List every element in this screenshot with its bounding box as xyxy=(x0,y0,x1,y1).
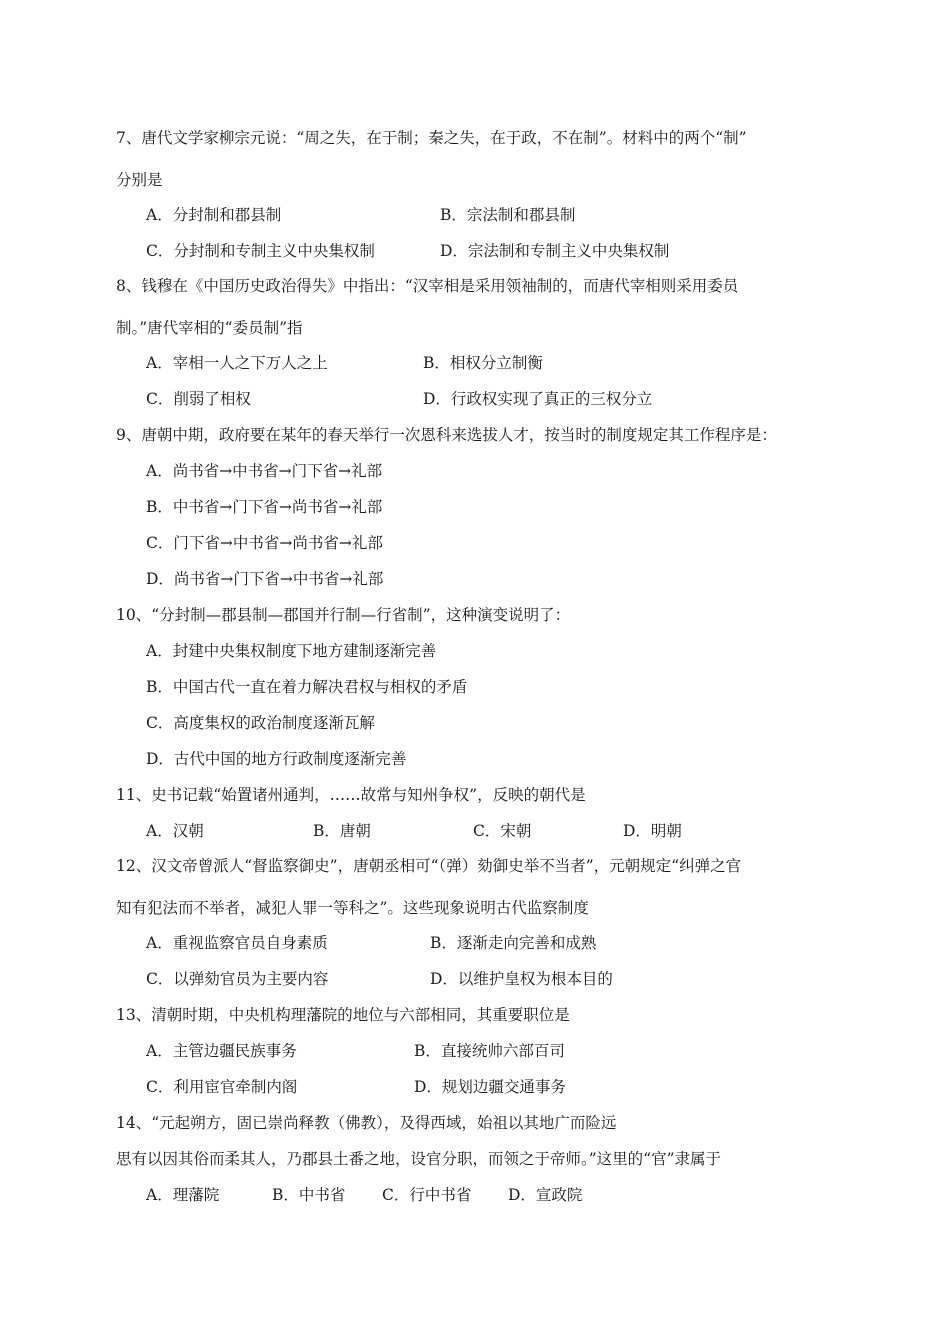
question-9-option-c: C．门下省→中书省→尚书省→礼部 xyxy=(146,534,383,552)
question-11-option-a: A．汉朝 xyxy=(146,822,204,840)
question-12-stem-line-2: 知有犯法而不举者，减犯人罪一等科之”。这些现象说明古代监察制度 xyxy=(116,899,589,917)
question-13-option-a: A．主管边疆民族事务 xyxy=(146,1042,297,1060)
question-8-option-b: B．相权分立制衡 xyxy=(423,354,543,372)
question-11-option-b: B．唐朝 xyxy=(313,822,371,840)
question-7-option-c: C．分封制和专制主义中央集权制 xyxy=(146,242,375,260)
question-13-option-b: B．直接统帅六部百司 xyxy=(414,1042,565,1060)
question-14-stem-line-2: 思有以因其俗而柔其人，乃郡县土番之地，设官分职，而领之于帝师。”这里的“官”隶属于 xyxy=(116,1150,722,1168)
question-10-option-c: C．高度集权的政治制度逐渐瓦解 xyxy=(146,714,375,732)
question-8-stem-line-1: 8、钱穆在《中国历史政治得失》中指出：“汉宰相是采用领袖制的，而唐代宰相则采用委员 xyxy=(116,277,739,295)
question-12-stem-line-1: 12、汉文帝曾派人“督监察御史”，唐朝丞相可“（弹）劾御史举不当者”，元朝规定“纠弹之官 xyxy=(116,857,742,875)
question-13-option-c: C．利用宦官牵制内阁 xyxy=(146,1078,298,1096)
question-14-option-d: D．宣政院 xyxy=(508,1186,583,1204)
question-10-option-a: A．封建中央集权制度下地方建制逐渐完善 xyxy=(146,642,437,660)
question-7-option-a: A．分封制和郡县制 xyxy=(146,206,282,224)
question-7-option-d: D．宗法制和专制主义中央集权制 xyxy=(440,242,670,260)
question-7-stem-line-2: 分别是 xyxy=(116,171,163,189)
question-10-option-b: B．中国古代一直在着力解决君权与相权的矛盾 xyxy=(146,678,468,696)
question-11-option-d: D．明朝 xyxy=(623,822,682,840)
question-10-option-d: D．古代中国的地方行政制度逐渐完善 xyxy=(146,750,407,768)
question-14-option-c: C．行中书省 xyxy=(382,1186,472,1204)
question-12-option-b: B．逐渐走向完善和成熟 xyxy=(430,934,597,952)
question-8-option-c: C．削弱了相权 xyxy=(146,390,251,408)
question-11-stem: 11、史书记载“始置诸州通判，……故常与知州争权”，反映的朝代是 xyxy=(116,786,586,804)
question-12-option-d: D．以维护皇权为根本目的 xyxy=(430,970,613,988)
question-12-option-c: C．以弹劾官员为主要内容 xyxy=(146,970,329,988)
question-9-stem: 9、唐朝中期，政府要在某年的春天举行一次恩科来选拔人才，按当时的制度规定其工作程序是： xyxy=(116,426,777,444)
question-9-option-d: D．尚书省→门下省→中书省→礼部 xyxy=(146,570,384,588)
question-8-stem-line-2: 制。”唐代宰相的“委员制”指 xyxy=(116,319,303,337)
question-13-option-d: D．规划边疆交通事务 xyxy=(414,1078,566,1096)
question-14-option-a: A．理藩院 xyxy=(146,1186,220,1204)
question-9-option-b: B．中书省→门下省→尚书省→礼部 xyxy=(146,498,383,516)
question-7-stem-line-1: 7、唐代文学家柳宗元说：“周之失，在于制；秦之失，在于政，不在制”。材料中的两个“制” xyxy=(116,129,747,147)
question-13-stem: 13、清朝时期，中央机构理藩院的地位与六部相同，其重要职位是 xyxy=(116,1006,570,1024)
question-12-option-a: A．重视监察官员自身素质 xyxy=(146,934,328,952)
question-9-option-a: A．尚书省→中书省→门下省→礼部 xyxy=(146,462,383,480)
question-8-option-d: D．行政权实现了真正的三权分立 xyxy=(423,390,653,408)
question-14-stem-line-1: 14、“元起朔方，固已崇尚释教（佛教），及得西域，始祖以其地广而险远 xyxy=(116,1114,617,1132)
question-11-option-c: C．宋朝 xyxy=(473,822,532,840)
question-10-stem: 10、“分封制—郡县制—郡国并行制—行省制”，这种演变说明了： xyxy=(116,606,571,624)
question-14-option-b: B．中书省 xyxy=(272,1186,346,1204)
question-8-option-a: A．宰相一人之下万人之上 xyxy=(146,354,328,372)
question-7-option-b: B．宗法制和郡县制 xyxy=(440,206,576,224)
